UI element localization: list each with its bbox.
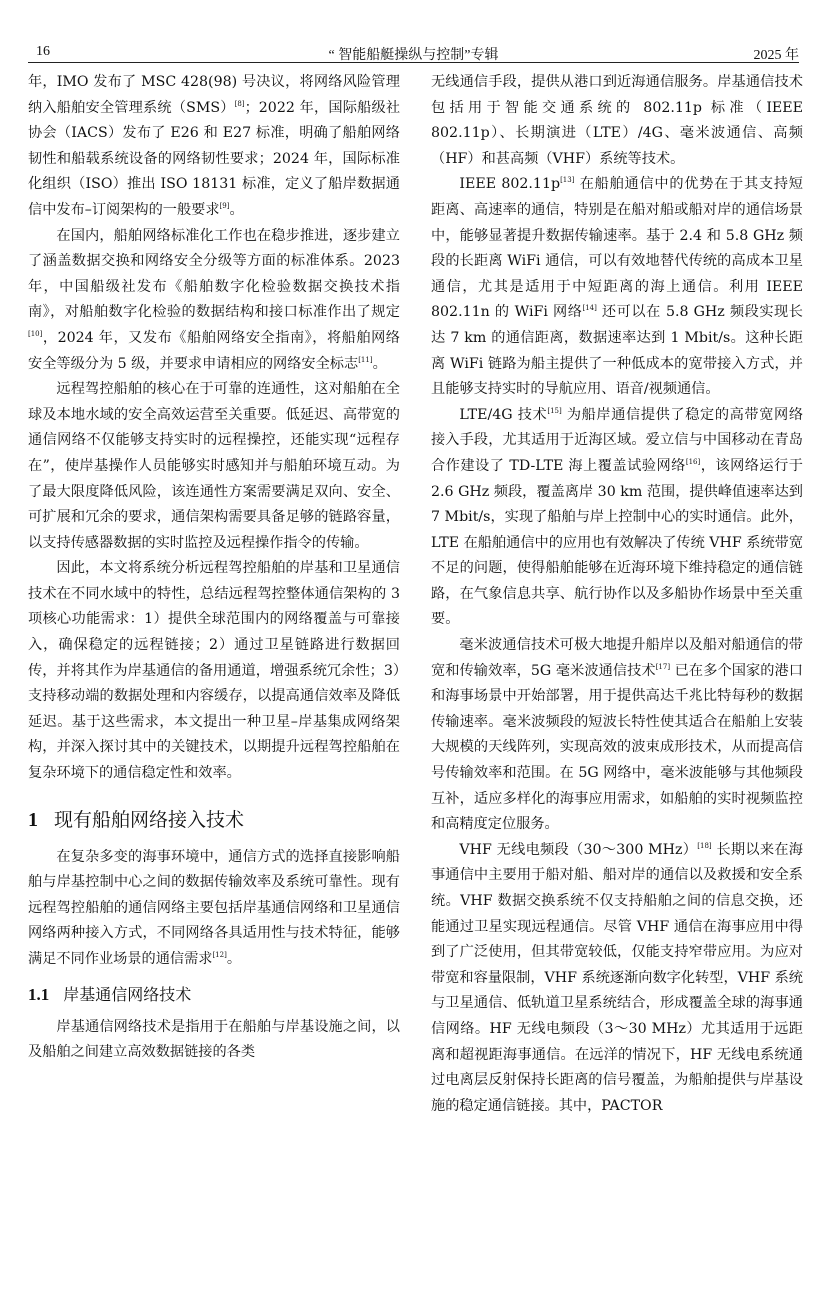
text-run: 。 (372, 355, 387, 372)
text-run: 为船岸通信提供了稳定的高带宽网络接入手段，尤其适用于近海区域。爱立信与中国移动在青岛合作建设了 TD-LTE 海上覆盖试验网络 (431, 406, 804, 474)
paragraph (431, 403, 803, 633)
section-number: 1 (28, 808, 38, 831)
paragraph (28, 70, 400, 224)
text-run: ，2024 年，又发布《船舶网络安全指南》，将船舶网络安全等级分为 5 级，并要求申请相应的网络安全标志 (28, 329, 400, 372)
text-run: 远程驾控船舶的核心在于可靠的连通性，这对船舶在全球及本地水域的安全高效运营至关重要。低延迟、高带宽的通信网络不仅能够支持实时的远程操控，还能实现“远程存在”，使岸基操作人员能够实时感知并与船舶环境互动。为了最大限度降低风险，该连通性方案需要满足双向、安全、可扩展和冗余的要求，通信架构需要具备足够的链路容量，以支持传感器数据的实时监控及远程操作指令的传输。 (28, 381, 400, 551)
paragraph (28, 377, 400, 556)
text-run: VHF 无线电频段（30～300 MHz） (459, 841, 698, 858)
subsection-number: 1.1 (28, 984, 50, 1004)
text-run: 岸基通信网络技术是指用于在船舶与岸基设施之间，以及船舶之间建立高效数据链接的各类 (28, 1018, 400, 1061)
text-run: 还可以在 5.8 GHz 频段实现长达 7 km 的通信距离，数据速率达到 1 Mbit/s。这种长距离 WiFi 链路为船主提供了一种低成本的宽带接入方式，并且能够支持实时的导航应用、语音/视频通信。 (431, 304, 803, 398)
text-run: 毫米波通信技术可极大地提升船岸以及船对船通信的带宽和传输效率，5G 毫米波通信技术 (431, 637, 803, 679)
citation-ref: [12] (212, 951, 227, 959)
section-title: 现有船舶网络接入技术 (54, 808, 245, 831)
publication-year: 2025 年 (753, 48, 799, 63)
citation-ref: [11] (358, 355, 373, 364)
text-run: 年，IMO 发布了 MSC 428(98) 号决议，将网络风险管理纳入船舶安全管理系统（SMS） (28, 74, 400, 116)
subsection-heading (28, 983, 400, 1007)
text-run: ，该网络运行于 2.6 GHz 频段，覆盖离岸 30 km 范围，提供峰值速率达到 7 Mbit/s，实现了船舶与岸上控制中心的实时通信。此外，LTE 在船舶通信中的应用也有效解决了传统 VHF 系统带宽不足的问题，使得船舶能够在近海环境下维持稳定的通信链路，在气象信息共享、航行协作以及多船协作场景中至关重要。 (431, 457, 804, 628)
paragraph (431, 633, 803, 838)
paragraph (431, 838, 803, 1120)
section-heading (28, 807, 400, 833)
page-header (28, 42, 799, 63)
paragraph (28, 224, 400, 378)
text-run: 长期以来在海事通信中主要用于船对船、船对岸的通信以及救援和安全系统。VHF 数据交换系统不仅支持船舶之间的信息交换，还能通过卫星实现远程通信。尽管 VHF 通信在海事应用中得到了广泛使用，但其带宽较低，仅能支持窄带应用。为应对带宽和容量限制，VHF 系统逐渐向数字化转型，VHF 系统与卫星通信、低轨道卫星系统结合，形成覆盖全球的海事通信网络。HF 无线电频段（3～30 MHz）尤其适用于远距离和超视距海事通信。在远洋的情况下，HF 无线电系统通过电离层反射保持长距离的信号覆盖，为船舶提供与岸基设施的稳定通信链接。其中，PACTOR (431, 841, 803, 1114)
paragraph (431, 172, 803, 402)
text-run: 在复杂多变的海事环境中，通信方式的选择直接影响船舶与岸基控制中心之间的数据传输效率及系统可靠性。现有远程驾控船舶的通信网络主要包括岸基通信网络和卫星通信网络两种接入方式，不同网络各具适用性与技术特征，能够满足不同作业场景的通信需求 (28, 848, 400, 967)
left-column (28, 70, 400, 1066)
citation-ref: [9] (219, 201, 230, 210)
page-number: 16 (36, 44, 50, 59)
text-run: LTE/4G 技术 (459, 406, 548, 423)
citation-ref: [15] (547, 406, 562, 415)
subsection-title: 岸基通信网络技术 (63, 984, 192, 1004)
citation-ref: [13] (560, 176, 575, 185)
text-run: 在国内，船舶网络标准化工作也在稳步推进，逐步建立了涵盖数据交换和网络安全分级等方面的标准体系。2023 年，中国船级社发布《船舶数字化检验数据交换技术指南》，对船舶数字化检验的数据结构和接口标准作出了规定 (28, 227, 400, 321)
text-run: 无线通信手段，提供从港口到近海通信服务。岸基通信技术包括用于智能交通系统的 802.11p 标准（IEEE 802.11p）、长期演进（LTE）/4G、毫米波通信、高频（HF）和甚高频（VHF）系统等技术。 (431, 74, 803, 167)
citation-ref: [16] (685, 457, 701, 466)
text-run: 因此，本文将系统分析远程驾控船舶的岸基和卫星通信技术在不同水域中的特性，总结远程驾控整体通信架构的 3 项核心功能需求：1）提供全球范围内的网络覆盖与可靠接入，确保稳定的远程链接；2）通过卫星链路进行数据回传，并将其作为岸基通信的备用通道，增强系统冗余性；3）支持移动端的数据处理和内容缓存，以提高通信效率及降低延迟。基于这些需求，本文提出一种卫星–岸基集成网络架构，并深入探讨其中的关键技术，以期提升远程驾控船舶在复杂环境下的通信稳定性和效率。 (28, 560, 400, 782)
paragraph (28, 556, 400, 786)
text-run: 。 (226, 951, 242, 967)
paragraph (28, 1015, 400, 1066)
text-run: ；2022 年，国际船级社协会（IACS）发布了 E26 和 E27 标准，明确了船舶网络韧性和船载系统设备的网络韧性要求；2024 年，国际标准化组织（ISO）推出 ISO 18131 标准，定义了船岸数据通信中发布–订阅架构的一般要求 (28, 99, 401, 218)
journal-title: “ 智能船艇操纵与控制”专辑 (328, 48, 499, 63)
text-run: 。 (229, 201, 244, 218)
paragraph (28, 845, 400, 973)
right-column (431, 70, 803, 1119)
paragraph (431, 70, 803, 172)
citation-ref: [18] (697, 841, 712, 850)
text-run: IEEE 802.11p (459, 176, 561, 193)
citation-ref: [14] (582, 304, 597, 313)
citation-ref: [8] (234, 99, 245, 108)
citation-ref: [17] (655, 662, 671, 671)
text-run: 已在多个国家的港口和海事场景中开始部署，用于提供高达千兆比特每秒的数据传输速率。毫米波频段的短波长特性使其适合在船舶上安装大规模的天线阵列，实现高效的波束成形技术，从而提高信号传输效率和范围。在 5G 网络中，毫米波能够与其他频段互补，适应多样化的海事应用需求，如船舶的实时视频监控和高精度定位服务。 (431, 662, 803, 833)
citation-ref: [10] (28, 329, 43, 338)
text-run: 在船舶通信中的优势在于其支持短距离、高速率的通信，特别是在船对船或船对岸的通信场景中，能够显著提升数据传输速率。基于 2.4 和 5.8 GHz 频段的长距离 WiFi 通信，可以有效地替代传统的高成本卫星通信，尤其是适用于中短距离的海上通信。利用 IEEE 802.11n 的 WiFi 网络 (431, 176, 803, 321)
